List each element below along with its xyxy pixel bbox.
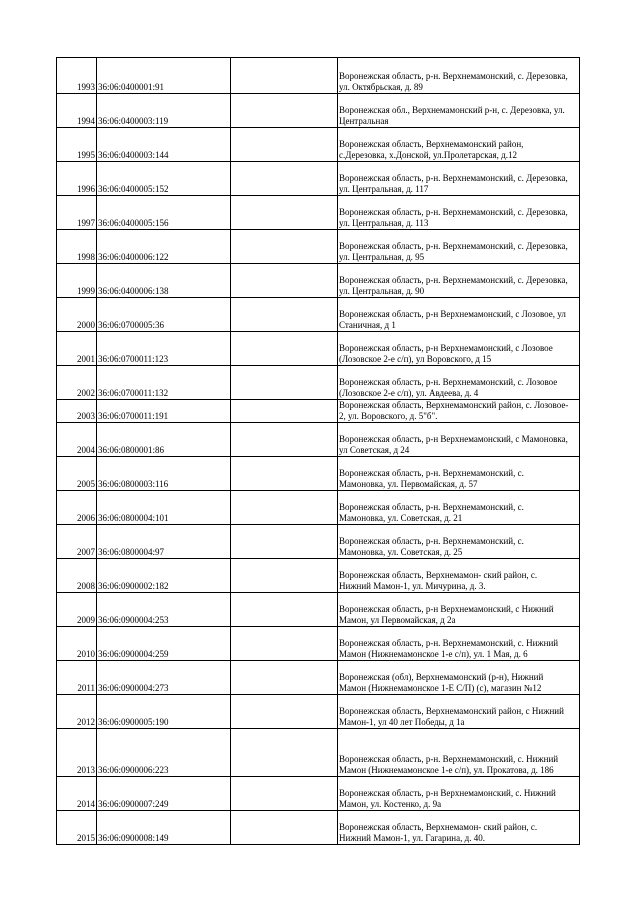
- address-line: Воронежская область, Верхнемамон- ский район, с.: [339, 570, 538, 580]
- row-number-cell: 1997: [57, 196, 97, 230]
- address-line: ул. Центральная, д. 90: [339, 286, 425, 296]
- empty-cell: [231, 593, 338, 627]
- address-line: Мамон (Нижнемамонское 1-е с/п), ул. Прокатова, д. 186: [339, 765, 554, 775]
- empty-cell: [231, 264, 338, 298]
- address-line: ул. Центральная, д. 117: [339, 184, 429, 194]
- row-number-cell: 2015: [57, 811, 97, 845]
- table-row: [57, 661, 580, 695]
- address-line: (Лозовское 2-е с/п), ул. Авдеева, д. 4: [339, 388, 479, 398]
- address-line: Нижний Мамон-1, ул. Гагарина, д. 40.: [339, 833, 485, 843]
- address-cell: [338, 400, 580, 423]
- address-line: Воронежская область, р-н Верхнемамонский, с Лозовое, ул: [339, 309, 566, 319]
- empty-cell: [231, 94, 338, 128]
- table-row: [57, 400, 580, 423]
- table-row: [57, 729, 580, 777]
- cadastral-number-cell: 36:06:0800003:116: [97, 457, 231, 491]
- address-line: ул. Октябрьская, д. 89: [339, 82, 423, 92]
- address-cell: [338, 695, 580, 729]
- row-number-cell: 1994: [57, 94, 97, 128]
- row-number-cell: 2013: [57, 729, 97, 777]
- address-cell: [338, 230, 580, 264]
- cadastral-number-cell: 36:06:0900005:190: [97, 695, 231, 729]
- address-line: с.Дерезовка, х.Донской, ул.Пролетарская, д.12: [339, 150, 517, 160]
- empty-cell: [231, 457, 338, 491]
- empty-cell: [231, 366, 338, 400]
- table-row: [57, 128, 580, 162]
- cadastral-number-cell: 36:06:0900006:223: [97, 729, 231, 777]
- address-line: Воронежская область, р-н. Верхнемамонский, с. Дерезовка,: [339, 71, 568, 81]
- empty-cell: [231, 777, 338, 811]
- address-line: 2, ул. Воровского, д. 5"б".: [339, 411, 438, 421]
- address-line: ул. Центральная, д. 113: [339, 218, 429, 228]
- cadastral-number-cell: 36:06:0900008:149: [97, 811, 231, 845]
- table-row: [57, 457, 580, 491]
- cadastral-number-cell: 36:06:0700011:191: [97, 400, 231, 423]
- address-line: Воронежская область, Верхнемамонский район, с Нижний: [339, 706, 564, 716]
- address-cell: [338, 128, 580, 162]
- address-cell: [338, 559, 580, 593]
- table-row: [57, 94, 580, 128]
- address-line: Воронежская область, р-н. Верхнемамонский, с. Лозовое: [339, 377, 558, 387]
- row-number-cell: 1995: [57, 128, 97, 162]
- address-line: Станичная, д 1: [339, 320, 396, 330]
- address-line: Воронежская область, р-н Верхнемамонский, с Нижний: [339, 604, 554, 614]
- address-cell: [338, 366, 580, 400]
- cadastral-number-cell: 36:06:0400001:91: [97, 58, 231, 94]
- row-number-cell: 2006: [57, 491, 97, 525]
- cadastral-number-cell: 36:06:0400005:152: [97, 162, 231, 196]
- empty-cell: [231, 627, 338, 661]
- row-number-cell: 2004: [57, 423, 97, 457]
- empty-cell: [231, 400, 338, 423]
- cadastral-number-cell: 36:06:0700005:36: [97, 298, 231, 332]
- address-line: Воронежская область, р-н. Верхнемамонский, с.: [339, 536, 524, 546]
- empty-cell: [231, 525, 338, 559]
- empty-cell: [231, 230, 338, 264]
- table-row: [57, 264, 580, 298]
- row-number-cell: 2001: [57, 332, 97, 366]
- address-line: Воронежская область, Верхнемамон- ский район, с.: [339, 822, 538, 832]
- address-line: Воронежская область, р-н. Верхнемамонский, с. Дерезовка,: [339, 275, 568, 285]
- table-row: [57, 559, 580, 593]
- address-line: Мамон, ул Первомайская, д 2а: [339, 615, 456, 625]
- row-number-cell: 2008: [57, 559, 97, 593]
- registry-table-body: [57, 58, 580, 845]
- row-number-cell: 1999: [57, 264, 97, 298]
- address-line: Воронежская область, р-н Верхнемамонский, с Лозовое: [339, 343, 553, 353]
- table-row: [57, 162, 580, 196]
- address-cell: [338, 423, 580, 457]
- address-line: Воронежская область, р-н. Верхнемамонский, с.: [339, 502, 524, 512]
- row-number-cell: 2011: [57, 661, 97, 695]
- cadastral-number-cell: 36:06:0400006:122: [97, 230, 231, 264]
- address-line: Мамон (Нижнемамонское 1-Е С/П) (с), магазин №12: [339, 683, 542, 693]
- cadastral-number-cell: 36:06:0800001:86: [97, 423, 231, 457]
- address-line: Воронежская обл., Верхнемамонский р-н, с. Дерезовка, ул.: [339, 105, 565, 115]
- address-line: Воронежская область, р-н Верхнемамонский, с Мамоновка,: [339, 434, 568, 444]
- address-cell: [338, 332, 580, 366]
- table-row: [57, 196, 580, 230]
- address-line: Мамоновка, ул. Первомайская, д. 57: [339, 479, 478, 489]
- address-line: Воронежская область, р-н. Верхнемамонский, с.: [339, 468, 524, 478]
- table-row: [57, 593, 580, 627]
- address-cell: [338, 457, 580, 491]
- address-cell: [338, 627, 580, 661]
- row-number-cell: 1996: [57, 162, 97, 196]
- address-cell: [338, 264, 580, 298]
- address-line: Воронежская область, р-н Верхнемамонский, с. Нижний: [339, 788, 556, 798]
- address-cell: [338, 593, 580, 627]
- cadastral-number-cell: 36:06:0900004:259: [97, 627, 231, 661]
- table-row: [57, 525, 580, 559]
- empty-cell: [231, 298, 338, 332]
- table-row: [57, 627, 580, 661]
- address-line: Нижний Мамон-1, ул. Мичурина, д. 3.: [339, 581, 486, 591]
- cadastral-number-cell: 36:06:0900004:273: [97, 661, 231, 695]
- address-cell: [338, 661, 580, 695]
- address-line: Мамон (Нижнемамонское 1-е с/п), ул. 1 Мая, д. 6: [339, 649, 528, 659]
- address-line: Воронежская область, р-н. Верхнемамонский, с. Дерезовка,: [339, 207, 568, 217]
- cadastral-number-cell: 36:06:0900004:253: [97, 593, 231, 627]
- cadastral-number-cell: 36:06:0700011:123: [97, 332, 231, 366]
- row-number-cell: 2014: [57, 777, 97, 811]
- empty-cell: [231, 491, 338, 525]
- row-number-cell: 2012: [57, 695, 97, 729]
- address-cell: [338, 298, 580, 332]
- address-line: Мамоновка, ул. Советская, д. 21: [339, 513, 463, 523]
- address-line: Воронежская область, р-н. Верхнемамонский, с. Нижний: [339, 638, 559, 648]
- cadastral-number-cell: 36:06:0400003:119: [97, 94, 231, 128]
- address-line: Воронежская область, Верхнемамонский район,: [339, 139, 524, 149]
- empty-cell: [231, 811, 338, 845]
- address-line: Мамоновка, ул. Советская, д. 25: [339, 547, 463, 557]
- row-number-cell: 2007: [57, 525, 97, 559]
- empty-cell: [231, 661, 338, 695]
- cadastral-number-cell: 36:06:0400006:138: [97, 264, 231, 298]
- address-line: Воронежская область, р-н. Верхнемамонский, с. Дерезовка,: [339, 173, 568, 183]
- address-cell: [338, 58, 580, 94]
- table-row: [57, 366, 580, 400]
- address-line: Воронежская область, р-н. Верхнемамонский, с. Дерезовка,: [339, 241, 568, 251]
- table-row: [57, 298, 580, 332]
- cadastral-number-cell: 36:06:0900002:182: [97, 559, 231, 593]
- table-row: [57, 491, 580, 525]
- address-line: Мамон, ул. Костенко, д. 9а: [339, 799, 442, 809]
- empty-cell: [231, 695, 338, 729]
- empty-cell: [231, 58, 338, 94]
- address-cell: [338, 491, 580, 525]
- address-cell: [338, 94, 580, 128]
- row-number-cell: 1998: [57, 230, 97, 264]
- row-number-cell: 2005: [57, 457, 97, 491]
- empty-cell: [231, 559, 338, 593]
- address-cell: [338, 525, 580, 559]
- empty-cell: [231, 423, 338, 457]
- cadastral-number-cell: 36:06:0400003:144: [97, 128, 231, 162]
- table-row: [57, 332, 580, 366]
- address-line: Воронежская область, р-н. Верхнемамонский, с. Нижний: [339, 754, 559, 764]
- address-cell: [338, 777, 580, 811]
- table-row: [57, 230, 580, 264]
- address-cell: [338, 162, 580, 196]
- empty-cell: [231, 162, 338, 196]
- address-line: (Лозовское 2-е с/п), ул Воровского, д 15: [339, 354, 492, 364]
- cadastral-number-cell: 36:06:0800004:97: [97, 525, 231, 559]
- cadastral-number-cell: 36:06:0900007:249: [97, 777, 231, 811]
- table-row: [57, 695, 580, 729]
- row-number-cell: 2003: [57, 400, 97, 423]
- address-cell: [338, 811, 580, 845]
- address-line: Воронежская (обл), Верхнемамонский (р-н), Нижний: [339, 672, 544, 682]
- row-number-cell: 1993: [57, 58, 97, 94]
- address-line: ул Советская, д 24: [339, 445, 410, 455]
- row-number-cell: 2002: [57, 366, 97, 400]
- address-line: Воронежская область, Верхнемамонский район, с. Лозовое-: [339, 400, 569, 410]
- row-number-cell: 2009: [57, 593, 97, 627]
- address-line: Центральная: [339, 116, 389, 126]
- address-line: ул. Центральная, д. 95: [339, 252, 425, 262]
- address-cell: [338, 196, 580, 230]
- table-row: [57, 423, 580, 457]
- empty-cell: [231, 729, 338, 777]
- empty-cell: [231, 128, 338, 162]
- table-row: [57, 811, 580, 845]
- empty-cell: [231, 196, 338, 230]
- cadastral-number-cell: 36:06:0800004:101: [97, 491, 231, 525]
- registry-table: [56, 57, 580, 845]
- cadastral-number-cell: 36:06:0700011:132: [97, 366, 231, 400]
- table-row: [57, 58, 580, 94]
- table-row: [57, 777, 580, 811]
- row-number-cell: 2010: [57, 627, 97, 661]
- empty-cell: [231, 332, 338, 366]
- address-cell: [338, 729, 580, 777]
- address-line: Мамон-1, ул 40 лет Победы, д 1а: [339, 717, 465, 727]
- row-number-cell: 2000: [57, 298, 97, 332]
- cadastral-number-cell: 36:06:0400005:156: [97, 196, 231, 230]
